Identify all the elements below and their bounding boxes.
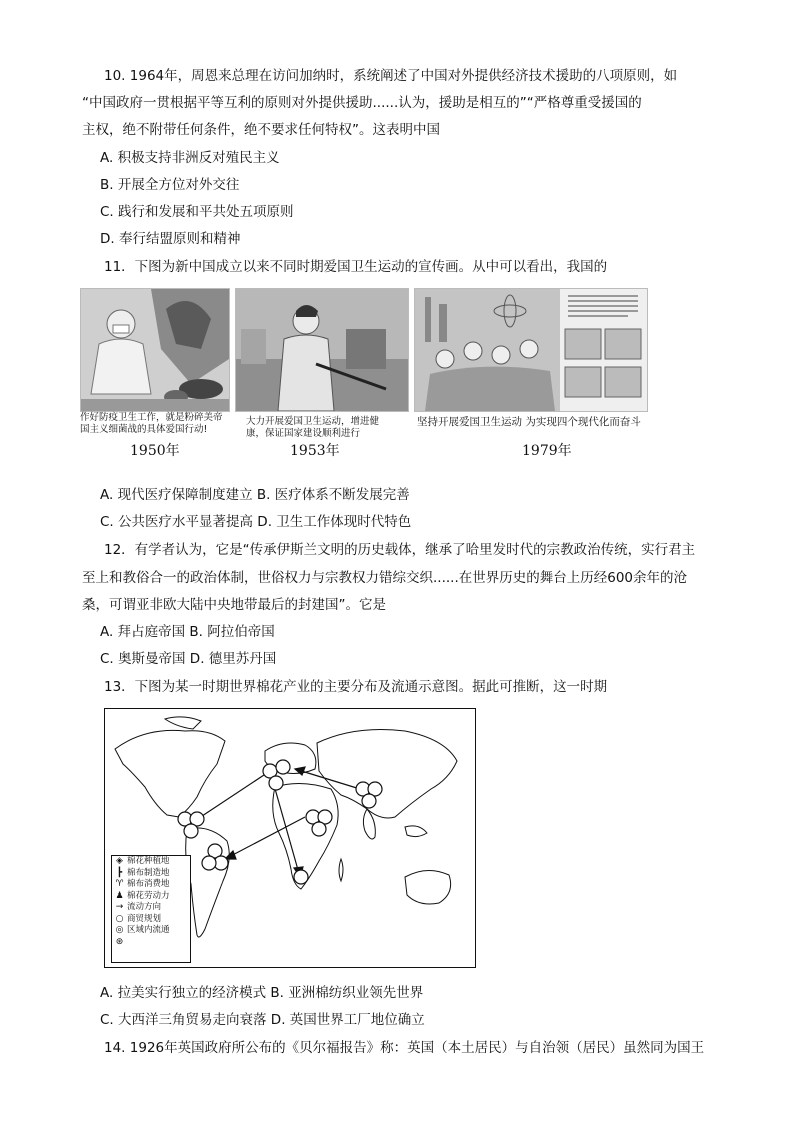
q11-options-ab: A. 现代医疗保障制度建立 B. 医疗体系不断发展完善 [100,487,410,503]
q10-option-b: B. 开展全方位对外交往 [100,177,240,193]
poster-1979-year: 1979年 [522,443,572,459]
legend-item-labor: ♟ 棉花劳动力 [115,890,170,901]
q13-stem: 13．下图为某一时期世界棉花产业的主要分布及流通示意图。据此可推断，这一时期 [104,679,608,695]
q12-stem-line3: 桑，可谓亚非欧大陆中央地带最后的封建国”。它是 [82,597,386,613]
cotton-trade-world-map [104,708,476,968]
legend-item-cotton-planting: ◈ 棉花种植地 [112,856,190,868]
legend-item-cluster [112,937,190,949]
q10-option-d: D. 奉行结盟原则和精神 [100,231,241,247]
q14-stem-line1: 14. 1926年英国政府所公布的《贝尔福报告》称：英国（本土居民）与自治领（居民）虽然同为国王 [104,1040,705,1056]
map-legend [111,855,191,963]
q10-option-c: C. 践行和发展和平共处五项原则 [100,204,294,220]
q12-options-ab: A. 拜占庭帝国 B. 阿拉伯帝国 [100,624,275,640]
poster-1953-caption: 大力开展爱国卫生运动，增进健康，保证国家建设顺利进行 [246,416,380,439]
circle-icon: ○ [115,913,124,924]
cluster-icon: ⊛ [115,936,124,947]
legend-item-regional-circulation: ◎ 区域内流通 [115,925,170,935]
q10-stem-line1: 10. 1964年，周恩来总理在访问加纳时，系统阐述了中国对外提供经济技术援助的八项原则，如 [104,68,678,84]
cloth-making-icon: ┣ [116,867,123,878]
poster-1979-caption: 坚持开展爱国卫生运动 为实现四个现代化而奋斗 [417,416,641,428]
poster-1953-year: 1953年 [290,443,340,459]
q12-options-cd: C. 奥斯曼帝国 D. 德里苏丹国 [100,651,277,667]
q10-stem-line3: 主权，绝不附带任何条件，绝不要求任何特权”。这表明中国 [82,122,440,138]
poster-1950-caption: 作好防疫卫生工作，就是粉碎美帝国主义细菌战的具体爱国行动! [80,412,223,435]
legend-item-trade-plan: ○ 商贸规划 [115,913,162,924]
poster-1950-year: 1950年 [130,443,180,459]
q13-options-ab: A. 拉美实行独立的经济模式 B. 亚洲棉纺织业领先世界 [100,985,424,1001]
q11-options-cd: C. 公共医疗水平显著提高 D. 卫生工作体现时代特色 [100,514,412,530]
cotton-planting-icon: ◈ [116,856,123,866]
cloth-consumption-icon: ♈ [115,879,124,889]
q10-stem-line2: “中国政府一贯根据平等互利的原则对外提供援助......认为，援助是相互的”“严格尊重受援国的 [82,95,642,111]
poster-1953-image [235,288,409,412]
labor-icon: ♟ [115,890,124,901]
arrow-icon: → [115,902,124,912]
q12-stem-line2: 至上和教俗合一的政治体制，世俗权力与宗教权力错综交织......在世界历史的舞台上历经600余年的沧 [82,570,688,586]
q13-options-cd: C. 大西洋三角贸易走向衰落 D. 英国世界工厂地位确立 [100,1012,425,1028]
poster-1979-image [414,288,648,412]
legend-item-cloth-consumption: ♈ 棉布消费地 [115,879,170,889]
legend-item-flow-direction: → 流动方向 [115,902,162,912]
ring-icon: ◎ [115,925,124,935]
q11-stem: 11．下图为新中国成立以来不同时期爱国卫生运动的宣传画。从中可以看出，我国的 [104,259,608,275]
q10-option-a: A. 积极支持非洲反对殖民主义 [100,150,280,166]
q12-stem-line1: 12．有学者认为，它是“传承伊斯兰文明的历史载体，继承了哈里发时代的宗教政治传统，实行君主 [104,542,696,558]
poster-1950-image [80,288,230,412]
legend-item-cloth-making: ┣ 棉布制造地 [112,868,190,880]
